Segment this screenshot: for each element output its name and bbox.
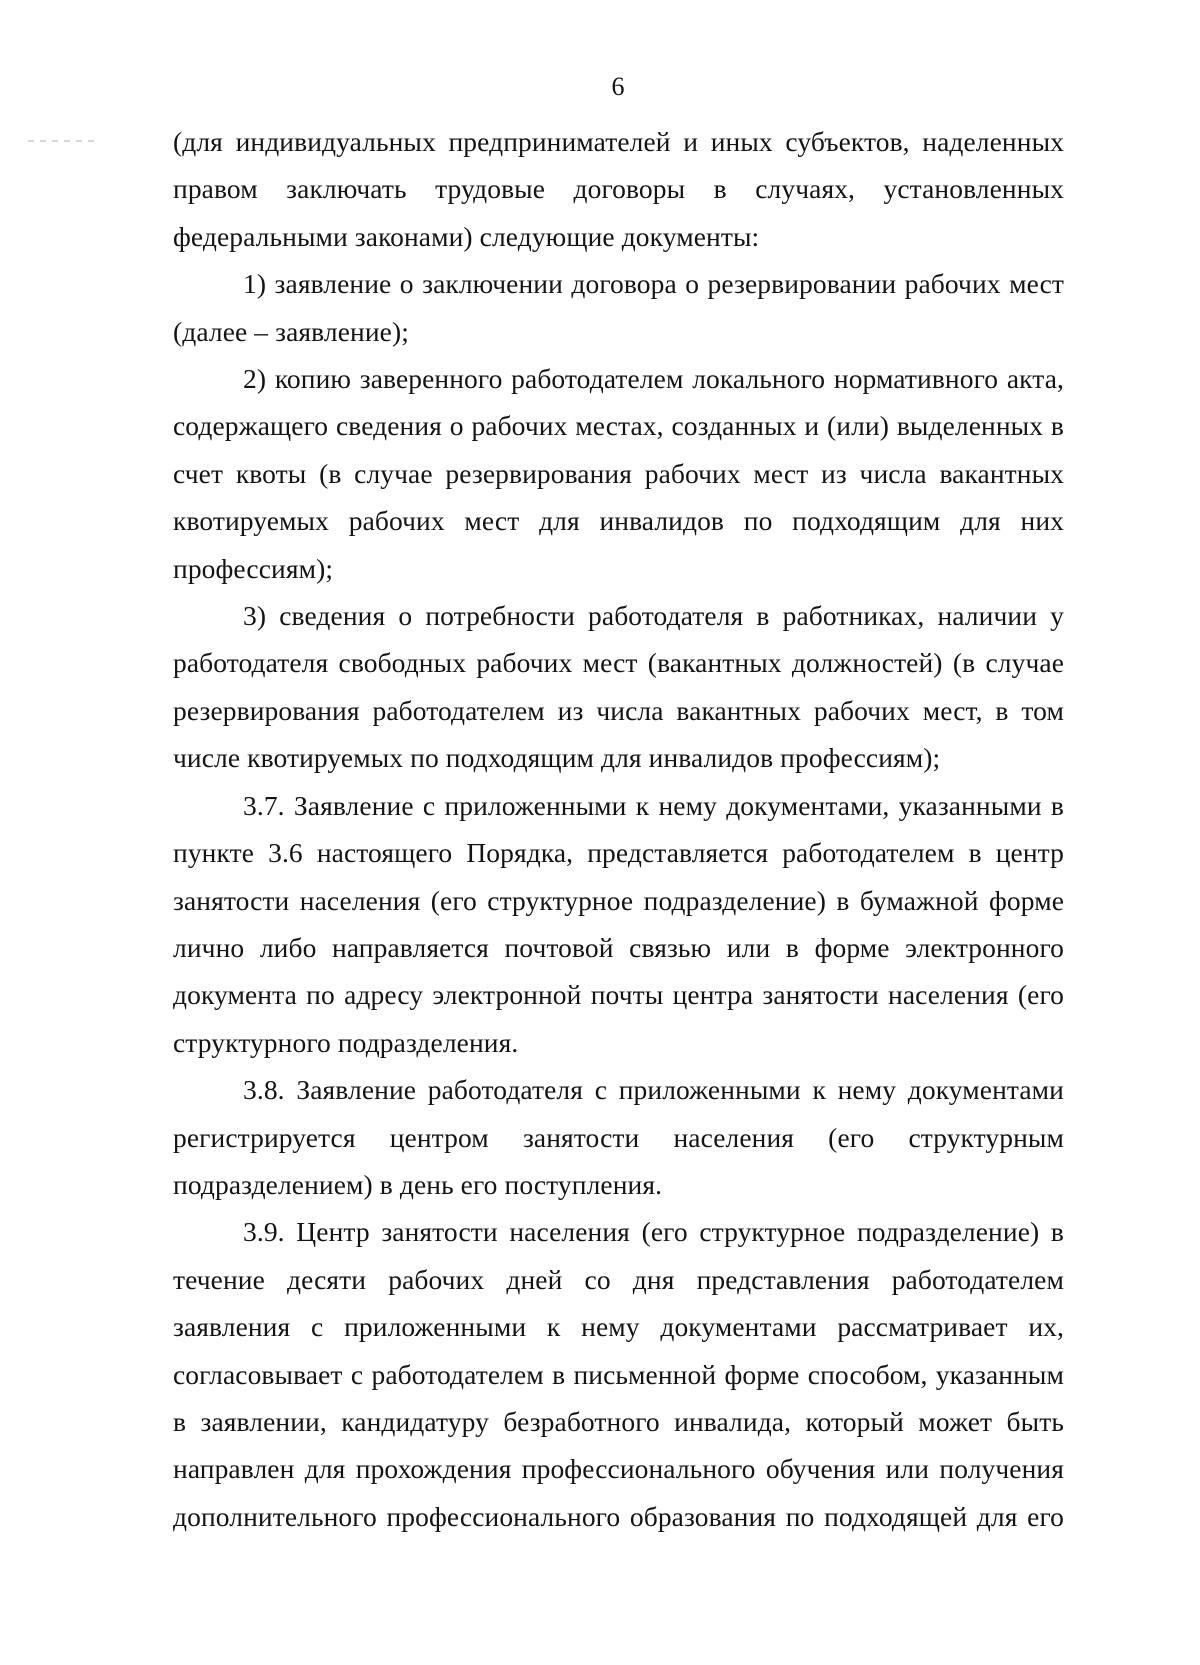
clause-3-7: 3.7. Заявление с приложенными к нему документами, указанными в пункте 3.6 настоящего Порядка, представляется работодателем в центр занятости населения (его структурное подразделение) в бумажной форме лично либо направляется почтовой связью или в форме электронного документа по адресу электронной почты центра занятости населения (его структурного подразделения. (173, 789, 1064, 1058)
clause-3-9: 3.9. Центр занятости населения (его структурное подразделение) в течение десяти рабочих дней со дня представления работодателем заявления с приложенными к нему документами рассматривает их, согласовывает с работодателем в письменной форме способом, указанным в заявлении, кандидатуру безработного инвалида, который может быть направлен для прохождения профессионального обучения или получения дополнительного профессионального образования по подходящей для его (173, 1216, 1064, 1532)
scan-artifact (28, 140, 100, 142)
list-item-2: 2) копию заверенного работодателем локального нормативного акта, содержащего сведения о рабочих местах, созданных и (или) выделенных в счет квоты (в случае резервирования рабочих мест из числа вакантных квотируемых рабочих мест для инвалидов по подходящим для них профессиям); (173, 363, 1064, 584)
paragraph-continuation: (для индивидуальных предпринимателей и иных субъектов, наделенных правом заключать трудовые договоры в случаях, установленных федеральными законами) следующие документы: (173, 126, 1064, 252)
list-item-1: 1) заявление о заключении договора о резервировании рабочих мест (далее – заявление); (173, 268, 1064, 347)
list-item-3: 3) сведения о потребности работодателя в работниках, наличии у работодателя свободных рабочих мест (вакантных должностей) (в случае резервирования работодателем из числа вакантных рабочих мест, в том числе квотируемых по подходящим для инвалидов профессиям); (173, 600, 1064, 774)
document-body (173, 118, 1064, 1540)
clause-3-8: 3.8. Заявление работодателя с приложенными к нему документами регистрируется центром занятости населения (его структурным подразделением) в день его поступления. (173, 1074, 1064, 1200)
page-number: 6 (611, 72, 625, 101)
